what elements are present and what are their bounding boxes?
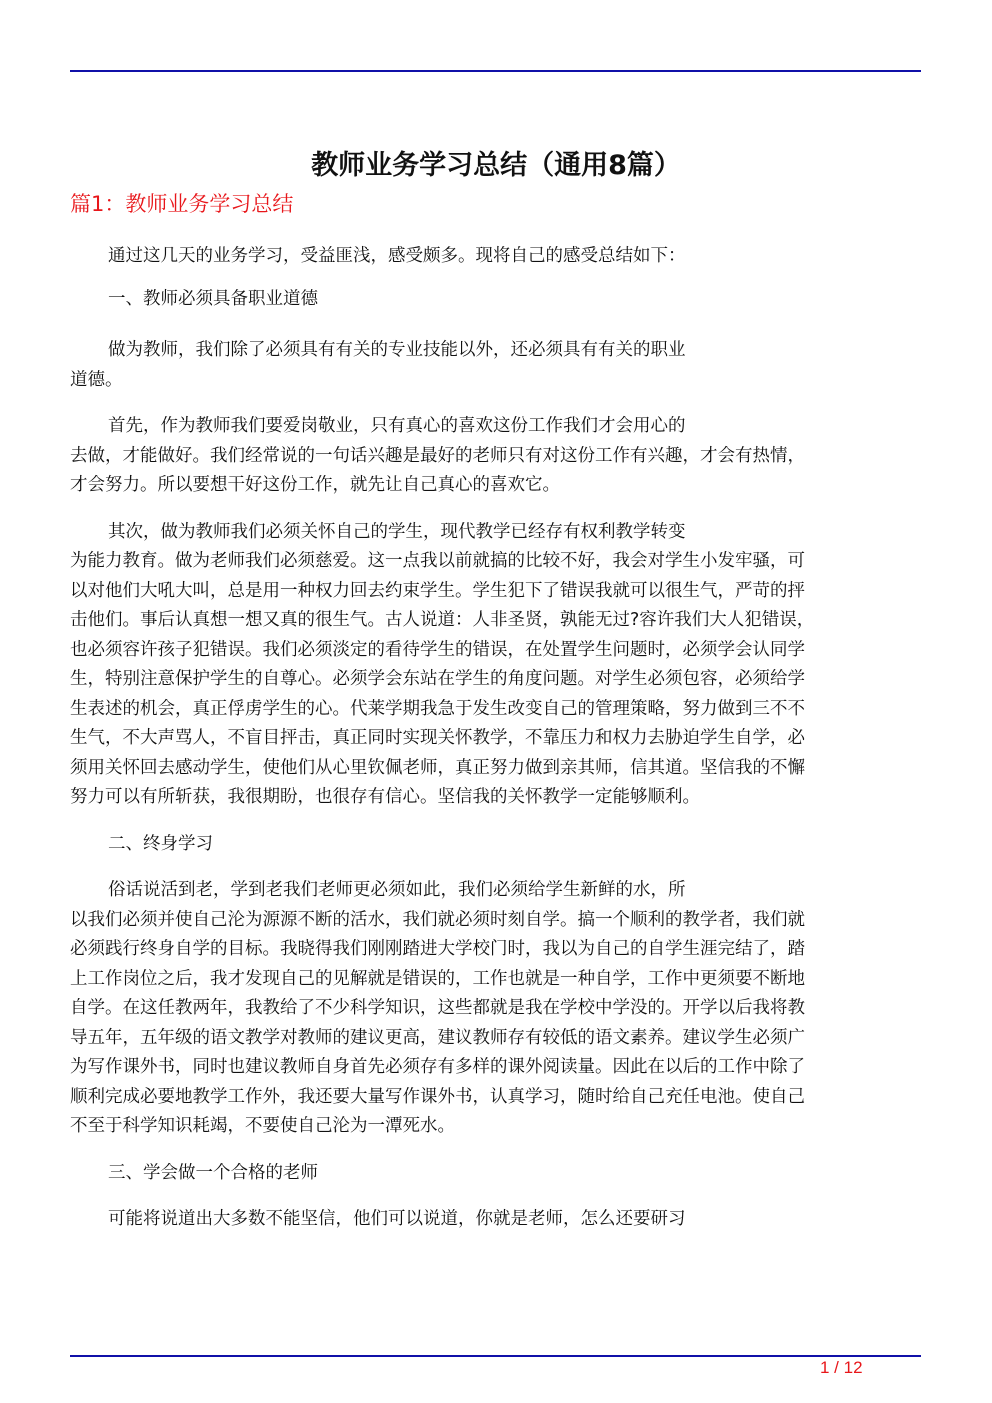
document-title: 教师业务学习总结（通用8篇）	[311, 150, 681, 182]
text-line: 生，特别注意保护学生的自尊心。必须学会东站在学生的角度问题。对学生必须包容，必须给学	[70, 669, 805, 689]
text-line: 通过这几天的业务学习，受益匪浅，感受颇多。现将自己的感受总结如下：	[108, 246, 686, 266]
text-line: 一、教师必须具备职业道德	[108, 288, 318, 309]
text-line: 不至于科学知识耗竭，不要使自己沦为一潭死水。	[70, 1116, 455, 1136]
text-line: 生表述的机会，真正俘虏学生的心。代莱学期我急于发生改变自己的管理策略，努力做到三不不	[70, 698, 805, 719]
text-line: 导五年，五年级的语文教学对教师的建议更高，建议教师存有较低的语文素养。建议学生必须广	[70, 1027, 805, 1048]
paragraph	[70, 336, 912, 395]
text-line: 三、学会做一个合格的老师	[108, 1162, 318, 1183]
text-line: 上工作岗位之后，我才发现自己的见解就是错误的，工作也就是一种自学，工作中更须要不断地	[70, 968, 805, 989]
text-line: 道德。	[70, 369, 123, 390]
paragraph	[70, 876, 912, 1142]
text-line: 其次，做为教师我们必须关怀自己的学生，现代教学已经存有权利教学转变	[108, 521, 686, 542]
text-line: 去做，才能做好。我们经常说的一句话兴趣是最好的老师只有对这份工作有兴趣，才会有热情，	[70, 445, 805, 466]
text-line: 俗话说活到老，学到老我们老师更必须如此，我们必须给学生新鲜的水，所	[108, 880, 686, 900]
text-line: 必须践行终身自学的目标。我晓得我们刚刚踏进大学校门时，我以为自己的自学生涯完结了，踏	[70, 939, 805, 959]
text-line: 自学。在这任教两年，我教给了不少科学知识，这些都就是我在学校中学没的。开学以后我将教	[70, 998, 805, 1018]
subheading-1	[70, 285, 912, 315]
text-line: 击他们。事后认真想一想又真的很生气。古人说道：人非圣贤，孰能无过?容许我们大人犯错误，	[70, 610, 815, 630]
text-line: 以对他们大吼大叫，总是用一种权力回去约束学生。学生犯下了错误我就可以很生气，严苛的抨	[70, 580, 805, 601]
paragraph	[70, 412, 912, 501]
header-rule	[70, 70, 921, 72]
page-number: 1 / 12	[820, 1358, 863, 1377]
text-line: 为能力教育。做为老师我们必须慈爱。这一点我以前就搞的比较不好，我会对学生小发牢骚，可	[70, 551, 805, 571]
text-line: 可能将说道出大多数不能坚信，他们可以说道，你就是老师，怎么还要研习	[108, 1209, 686, 1229]
text-line: 才会努力。所以要想干好这份工作，就先让自己真心的喜欢它。	[70, 475, 560, 495]
paragraph	[70, 1205, 912, 1235]
text-line: 努力可以有所斩获，我很期盼，也很存有信心。坚信我的关怀教学一定能够顺利。	[70, 787, 700, 807]
text-line: 生气，不大声骂人，不盲目抨击，真正同时实现关怀教学，不靠压力和权力去胁迫学生自学，必	[70, 728, 805, 748]
subheading-2	[70, 830, 912, 860]
document-body	[70, 240, 912, 1235]
section-heading: 篇1：教师业务学习总结	[70, 192, 294, 216]
text-line: 也必须容许孩子犯错误。我们必须淡定的看待学生的错误，在处置学生问题时，必须学会认同学	[70, 639, 805, 660]
text-line: 以我们必须并使自己沦为源源不断的活水，我们就必须时刻自学。搞一个顺利的教学者，我们就	[70, 909, 805, 930]
text-line: 二、终身学习	[108, 833, 213, 854]
subheading-3	[70, 1159, 912, 1189]
text-line: 做为教师，我们除了必须具有有关的专业技能以外，还必须具有有关的职业	[108, 340, 686, 360]
text-line: 为写作课外书，同时也建议教师自身首先必须存有多样的课外阅读量。因此在以后的工作中除了	[70, 1057, 805, 1077]
intro-paragraph	[70, 242, 912, 272]
footer-rule	[70, 1355, 921, 1357]
text-line: 首先，作为教师我们要爱岗敬业，只有真心的喜欢这份工作我们才会用心的	[108, 416, 686, 436]
text-line: 顺利完成必要地教学工作外，我还要大量写作课外书，认真学习，随时给自己充任电池。使自己	[70, 1086, 805, 1107]
text-line: 须用关怀回去感动学生，使他们从心里钦佩老师，真正努力做到亲其师，信其道。坚信我的不懈	[70, 757, 805, 778]
paragraph	[70, 518, 912, 813]
